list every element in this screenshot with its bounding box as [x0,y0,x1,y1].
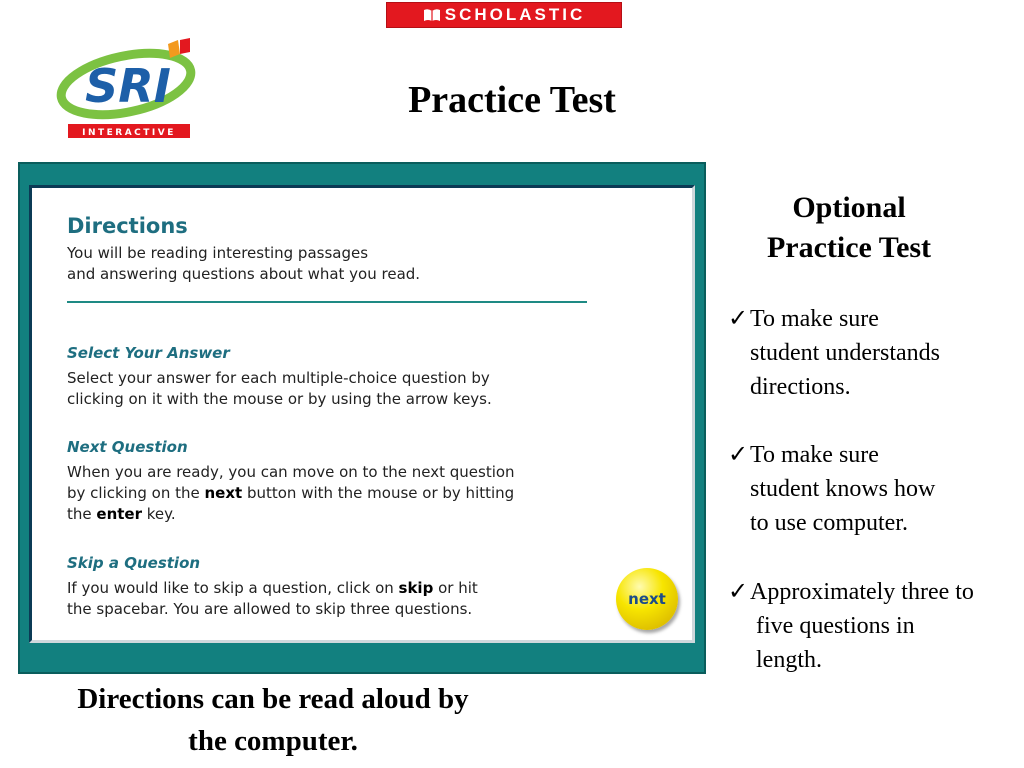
checkmark-icon: ✓ [728,442,749,468]
bullet-item: ✓To make sure student understands directions. [728,302,940,404]
directions-heading: Directions [67,214,188,238]
next-question-heading: Next Question [67,438,188,456]
scholastic-banner [386,2,622,28]
next-button[interactable] [616,568,678,630]
practice-test-window [18,162,706,674]
side-title: Optional Practice Test [766,191,932,264]
svg-text:SRI: SRI [85,59,171,113]
skip-question-text: If you would like to skip a question, click on skip or hit the spacebar. You are allowed to skip three questions. [67,579,478,618]
directions-text: You will be reading interesting passages and answering questions about what you read. [67,244,421,283]
checkmark-icon: ✓ [728,579,749,605]
page-title: Practice Test [408,79,616,121]
select-answer-text: Select your answer for each multiple-choice question by clicking on it with the mouse or by using the arrow keys. [67,369,492,408]
svg-text:INTERACTIVE: INTERACTIVE [82,128,176,138]
checkmark-icon: ✓ [728,306,749,332]
divider [67,301,587,303]
brand-name: SCHOLASTIC [444,5,586,24]
next-button-label: next [628,590,666,608]
caption: Directions can be read aloud by the computer. [77,683,469,757]
sri-interactive-logo [56,36,202,142]
bullet-item: ✓To make sure student knows how to use computer. [728,438,935,540]
directions-panel [29,185,695,643]
book-icon [423,8,441,22]
skip-question-heading: Skip a Question [67,554,201,572]
next-question-text: When you are ready, you can move on to the next question by clicking on the next button with the mouse or by hitting the enter key. [67,463,515,523]
bullet-item: ✓Approximately three to five questions in length. [728,575,974,677]
select-answer-heading: Select Your Answer [67,344,230,362]
